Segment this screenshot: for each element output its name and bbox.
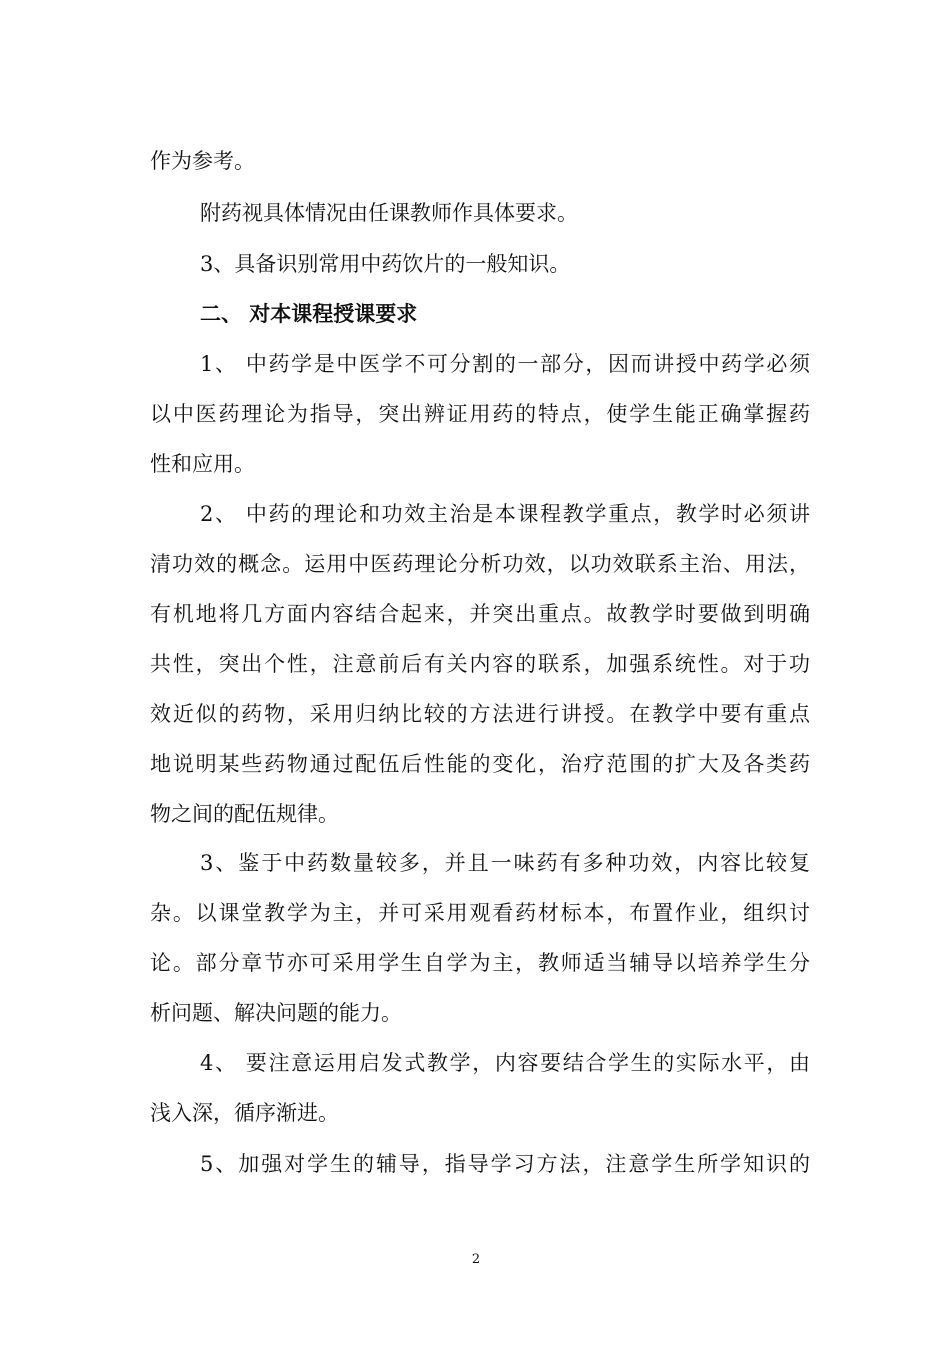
text-line: 析问题、解决问题的能力。 [150, 1001, 402, 1025]
text-line: 作为参考。 [150, 149, 255, 173]
section-heading: 二、 对本课程授课要求 [200, 301, 418, 326]
text-line: 5、加强对学生的辅导，指导学习方法，注意学生所学知识的 [200, 1152, 810, 1176]
text-line: 3、具备识别常用中药饮片的一般知识。 [200, 252, 571, 276]
text-line: 有机地将几方面内容结合起来，并突出重点。故教学时要做到明确 [150, 602, 810, 626]
text-line: 效近似的药物，采用归纳比较的方法进行讲授。在教学中要有重点 [150, 702, 810, 726]
text-line: 物之间的配伍规律。 [150, 802, 339, 826]
text-line: 以中医药理论为指导，突出辨证用药的特点，使学生能正确掌握药 [150, 402, 810, 426]
text-line: 3、鉴于中药数量较多，并且一味药有多种功效，内容比较复 [200, 851, 810, 875]
text-line: 杂。以课堂教学为主，并可采用观看药材标本，布置作业，组织讨 [150, 901, 810, 925]
text-line: 1、 中药学是中医学不可分割的一部分，因而讲授中药学必须 [200, 352, 810, 376]
text-line: 附药视具体情况由任课教师作具体要求。 [200, 201, 578, 225]
text-line: 性和应用。 [150, 452, 255, 476]
text-line: 2、 中药的理论和功效主治是本课程教学重点，教学时必须讲 [200, 502, 810, 526]
text-line: 清功效的概念。运用中医药理论分析功效，以功效联系主治、用法， [150, 552, 810, 576]
text-line: 共性，突出个性，注意前后有关内容的联系，加强系统性。对于功 [150, 652, 810, 676]
text-line: 浅入深，循序渐进。 [150, 1101, 339, 1125]
text-line: 4、 要注意运用启发式教学，内容要结合学生的实际水平，由 [200, 1051, 810, 1075]
text-line: 地说明某些药物通过配伍后性能的变化，治疗范围的扩大及各类药 [150, 752, 810, 776]
page-number: 2 [471, 1252, 481, 1267]
text-line: 论。部分章节亦可采用学生自学为主，教师适当辅导以培养学生分 [150, 951, 810, 975]
